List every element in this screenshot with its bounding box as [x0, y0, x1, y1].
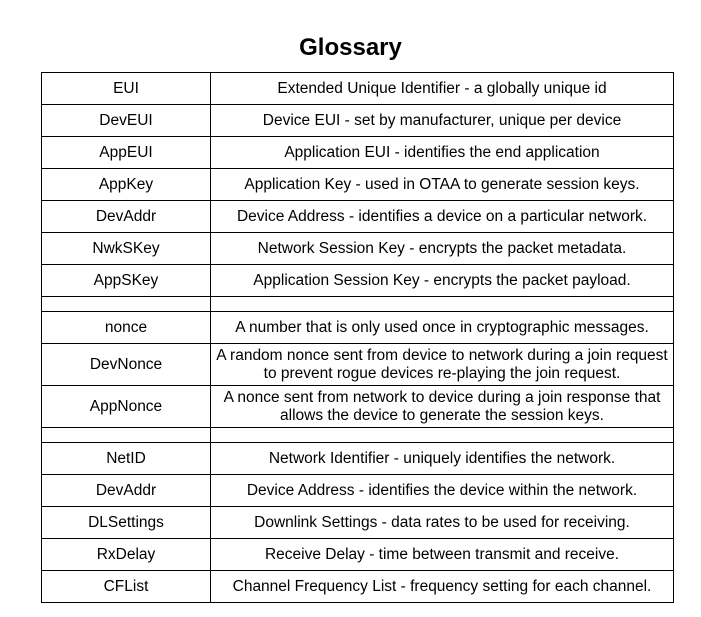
table-row [42, 169, 674, 201]
term-cell: CFList [42, 571, 211, 603]
table-row [42, 539, 674, 571]
table-row [42, 475, 674, 507]
term-cell: AppKey [42, 169, 211, 201]
definition-cell: Extended Unique Identifier - a globally unique id [211, 73, 674, 105]
table-row [42, 233, 674, 265]
definition-cell: A number that is only used once in cryptographic messages. [211, 312, 674, 344]
table-row [42, 312, 674, 344]
spacer-row [42, 297, 674, 312]
definition-cell: A random nonce sent from device to network during a join request to prevent rogue devices re-playing the join request. [211, 344, 674, 386]
page-title: Glossary [299, 34, 402, 61]
term-cell: nonce [42, 312, 211, 344]
term-cell: RxDelay [42, 539, 211, 571]
table-row [42, 507, 674, 539]
term-cell: AppEUI [42, 137, 211, 169]
term-cell [42, 428, 211, 443]
definition-cell: Application Key - used in OTAA to generate session keys. [211, 169, 674, 201]
table-row [42, 386, 674, 428]
table-row [42, 443, 674, 475]
spacer-row [42, 428, 674, 443]
definition-cell [211, 428, 674, 443]
table-row [42, 137, 674, 169]
term-cell: DevEUI [42, 105, 211, 137]
definition-cell: Application Session Key - encrypts the packet payload. [211, 265, 674, 297]
definition-cell: Network Session Key - encrypts the packet metadata. [211, 233, 674, 265]
definition-cell: Channel Frequency List - frequency setting for each channel. [211, 571, 674, 603]
definition-cell: Downlink Settings - data rates to be used for receiving. [211, 507, 674, 539]
term-cell: NetID [42, 443, 211, 475]
term-cell: DevNonce [42, 344, 211, 386]
table-row [42, 105, 674, 137]
term-cell: AppNonce [42, 386, 211, 428]
definition-cell: Network Identifier - uniquely identifies the network. [211, 443, 674, 475]
table-row [42, 73, 674, 105]
term-cell: EUI [42, 73, 211, 105]
term-cell: DevAddr [42, 475, 211, 507]
table-row [42, 344, 674, 386]
term-cell: DLSettings [42, 507, 211, 539]
term-cell: NwkSKey [42, 233, 211, 265]
definition-cell [211, 297, 674, 312]
glossary-table [41, 72, 674, 603]
table-row [42, 571, 674, 603]
table-row [42, 201, 674, 233]
term-cell [42, 297, 211, 312]
definition-cell: Receive Delay - time between transmit and receive. [211, 539, 674, 571]
definition-cell: Application EUI - identifies the end application [211, 137, 674, 169]
term-cell: AppSKey [42, 265, 211, 297]
term-cell: DevAddr [42, 201, 211, 233]
definition-cell: Device Address - identifies a device on a particular network. [211, 201, 674, 233]
definition-cell: Device EUI - set by manufacturer, unique per device [211, 105, 674, 137]
table-row [42, 265, 674, 297]
definition-cell: Device Address - identifies the device within the network. [211, 475, 674, 507]
definition-cell: A nonce sent from network to device during a join response that allows the device to generate the session keys. [211, 386, 674, 428]
